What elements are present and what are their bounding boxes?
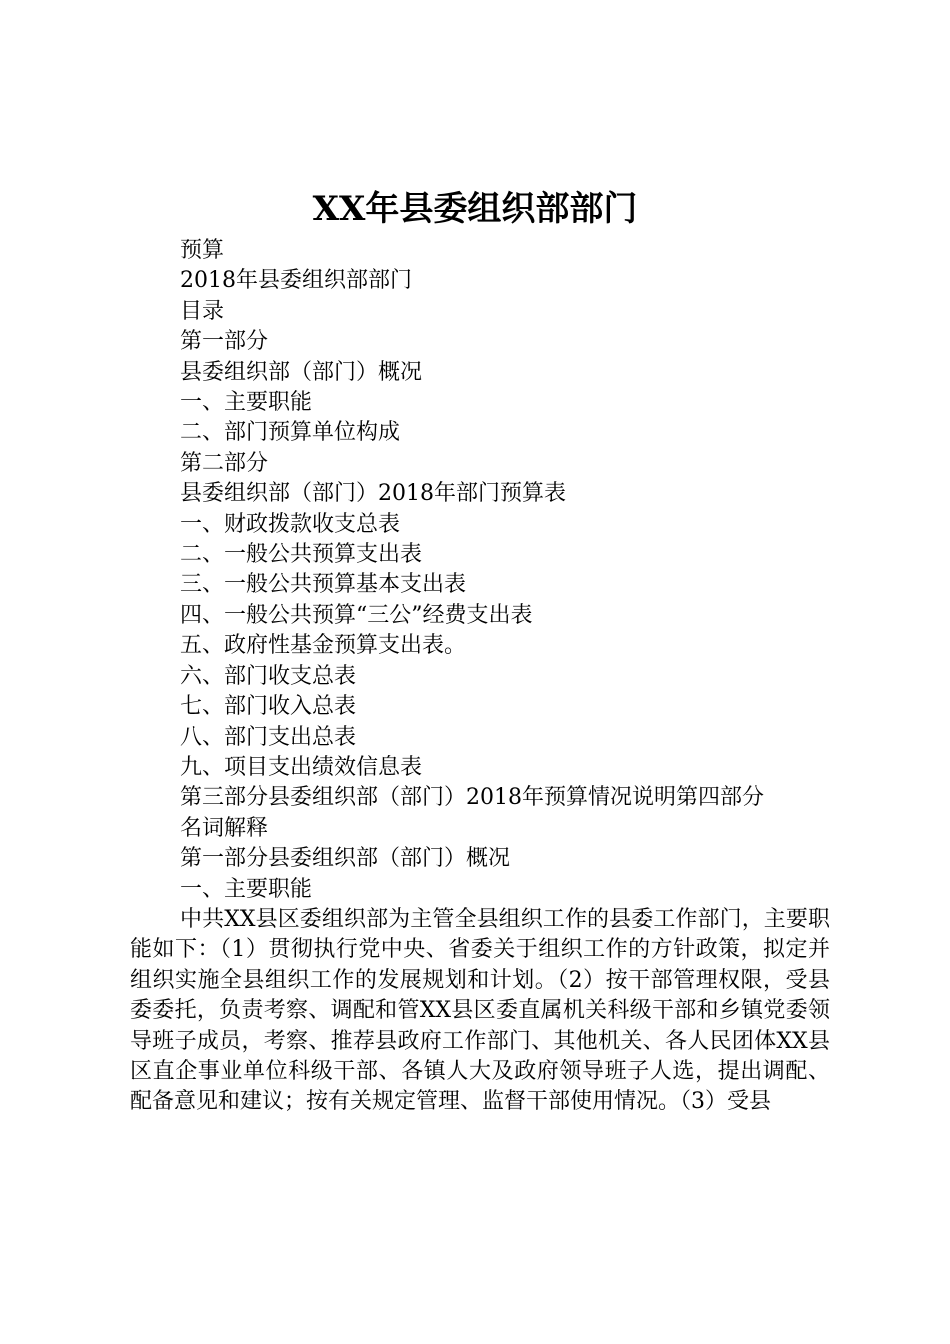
toc-item: 二、部门预算单位构成 [180,420,401,446]
toc-item: 八、部门支出总表 [180,724,357,750]
toc-item: 三、一般公共预算基本支出表 [180,572,467,598]
toc-item: 一、财政拨款收支总表 [180,511,401,537]
toc-heading: 目录 [180,298,225,324]
document-title: XX年县委组织部部门 [312,189,638,229]
toc-item: 县委组织部（部门）概况 [180,359,423,385]
functions-paragraph: 中共XX县区委组织部为主管全县组织工作的县委工作部门，主要职能如下：（1）贯彻执行党中央、省委关于组织工作的方针政策，拟定并组织实施全县组织工作的发展规划和计划。（2）按干部管理权限，受县委委托，负责考察、调配和管XX县区委直属机关科级干部和乡镇党委领导班子成员，考察、推荐县政府工作部门、其他机关、各人民团体XX县区直企事业单位科级干部、各镇人大及政府领导班子人选，提出调配、配备意见和建议；按有关规定管理、监督干部使用情况。（3）受县 [130,906,830,1115]
toc-item: 二、一般公共预算支出表 [180,542,423,568]
toc-item: 县委组织部（部门）2018年部门预算表 [180,481,566,507]
toc-item: 七、部门收入总表 [180,694,357,720]
toc-item: 五、政府性基金预算支出表。 [180,633,467,659]
document-body [130,236,830,1118]
toc-item: 六、部门收支总表 [180,663,357,689]
body-line: 预算 [180,238,225,263]
toc-item: 四、一般公共预算“三公”经费支出表 [180,602,533,628]
toc-item: 一、主要职能 [180,390,313,416]
body-line: 2018年县委组织部部门 [180,268,412,294]
toc-part-two: 第二部分 [180,450,269,476]
toc-part-one: 第一部分 [180,329,269,355]
toc-item: 九、项目支出绩效信息表 [180,754,423,780]
section-heading: 第一部分县委组织部（部门）概况 [180,846,511,872]
toc-item: 名词解释 [180,815,269,841]
subsection-heading: 一、主要职能 [180,876,313,902]
toc-part-three-four: 第三部分县委组织部（部门）2018年预算情况说明第四部分 [180,785,764,811]
